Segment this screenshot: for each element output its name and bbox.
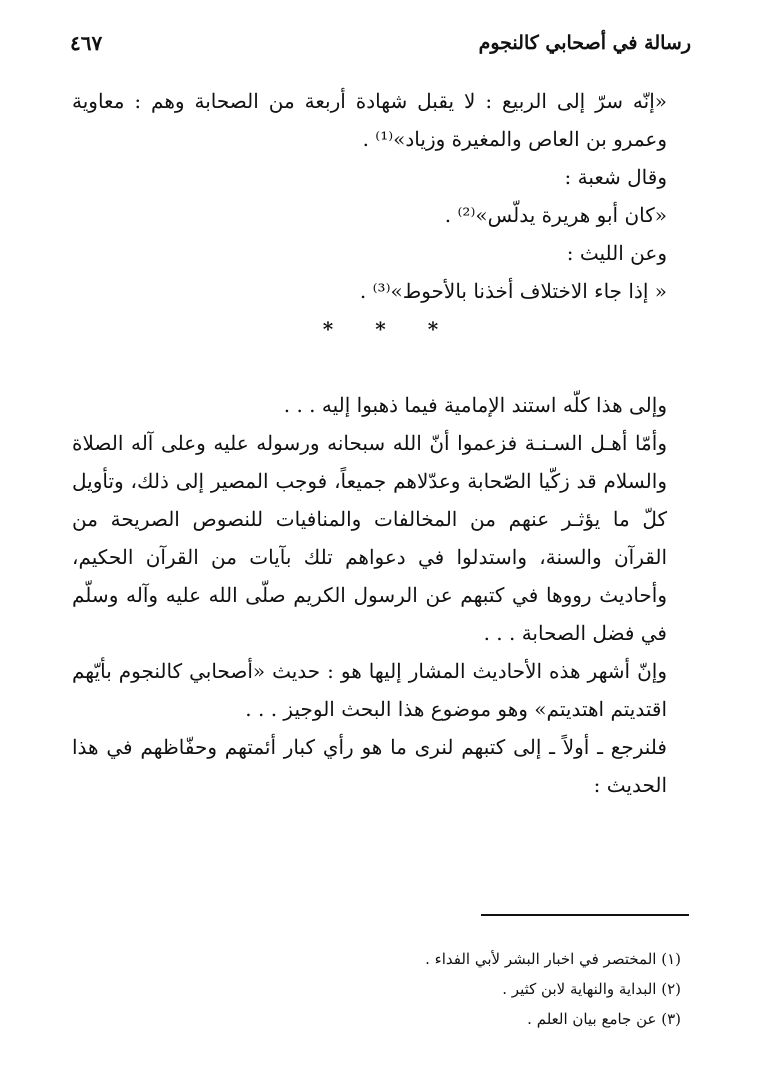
paragraph-famous-hadith: وإنّ أشهر هذه الأحاديث المشار إليها هو : حديث «أصحابي كالنجوم بأيّهم اقتديتم اهتديتم» وهو موضوع هذا البحث الوجيز . . . (72, 659, 667, 721)
paragraph-layth-quote: « إذا جاء الاختلاف أخذنا بالأحوط»⁽³⁾ . (359, 279, 667, 303)
paragraph-return-to-books: فلنرجع ـ أولاً ـ إلى كتبهم لنرى ما هو رأي كبار أئمتهم وحفّاظهم في هذا الحديث : (72, 735, 667, 797)
separator-star: * (427, 317, 439, 341)
footnote-3: (٣) عن جامع بيان العلم . (527, 1010, 681, 1028)
separator-star: * (375, 317, 386, 341)
page-header (70, 28, 691, 58)
footnote-1: (١) المختصر في اخبار البشر لأبي الفداء . (425, 950, 681, 968)
section-separator (72, 310, 689, 348)
paragraph-shuba-intro: وقال شعبة : (564, 165, 667, 189)
paragraph-imamiyya: وإلى هذا كلّه استند الإمامية فيما ذهبوا إليه . . . (283, 393, 667, 417)
separator-star: * (322, 317, 334, 341)
footnote-2: (٢) البداية والنهاية لابن كثير . (502, 980, 681, 998)
paragraph-quote-rabi: «إنّه سرّ إلى الربيع : لا يقبل شهادة أربعة من الصحابة وهم : معاوية وعمرو بن العاص والمغيرة وزياد»⁽¹⁾ . (72, 89, 667, 151)
main-text (72, 82, 689, 804)
footnotes (72, 944, 689, 1034)
paragraph-shuba-quote: «كان أبو هريرة يدلّس»⁽²⁾ . (444, 203, 667, 227)
paragraph-layth-intro: وعن الليث : (566, 241, 667, 265)
page-number: ٤٦٧ (70, 31, 103, 55)
footnote-divider (481, 914, 689, 916)
running-title: رسالة في أصحابي كالنجوم (478, 32, 691, 54)
paragraph-ahl-sunna: وأمّا أهـل السـنـة فزعموا أنّ الله سبحانه ورسوله عليه وعلى آله الصلاة والسلام قد زكّيا الصّحابة وعدّلاهم جميعاً، فوجب المصير إلى ذلك، وتأويل كلّ ما يؤثـر عنهم من المخالفات والمنافيات للنصوص الصريحة من القرآن والسنة، واستدلوا في دعواهم تلك بآيات من القرآن الحكيم، وأحاديث رووها في كتبهم عن الرسول الكريم صلّى الله عليه وآله وسلّم في فضل الصحابة . . . (72, 431, 668, 645)
